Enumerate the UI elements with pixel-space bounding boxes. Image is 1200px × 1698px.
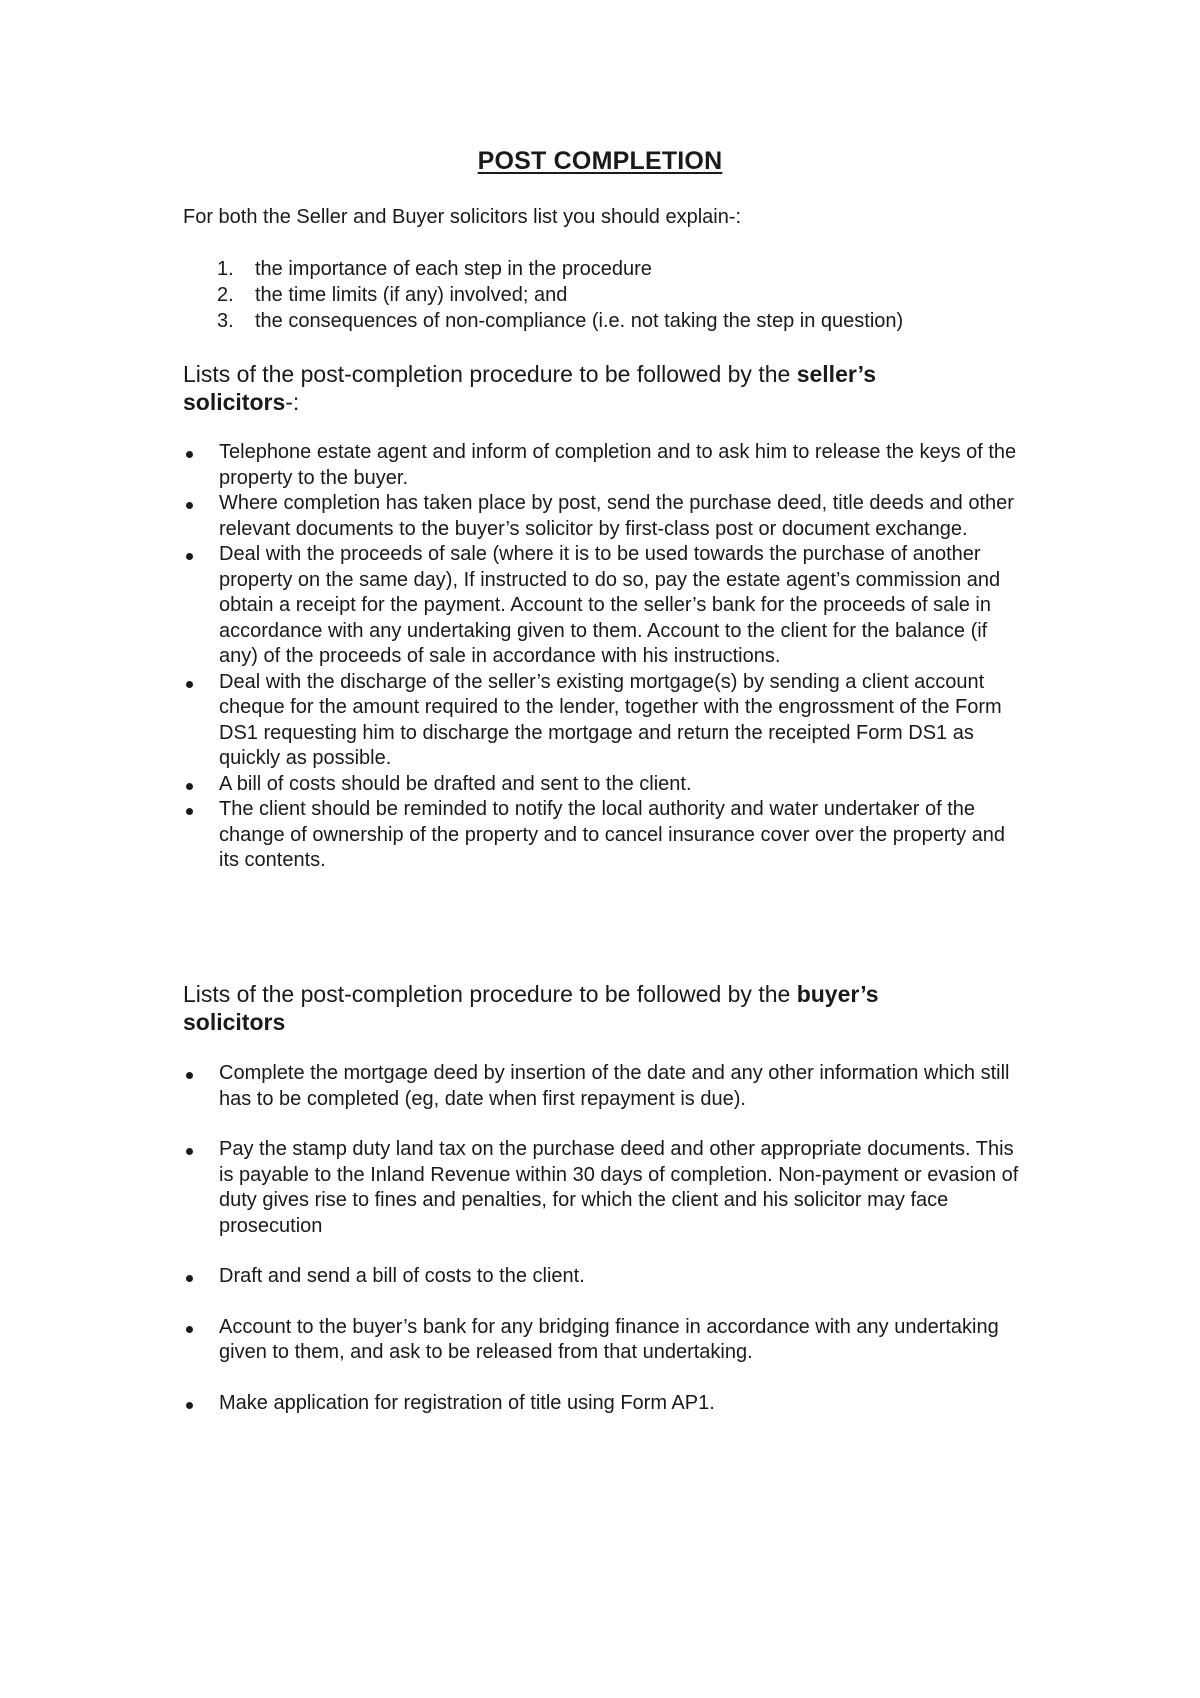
list-item-text: Pay the stamp duty land tax on the purchase deed and other appropriate documents. This is payable to the Inland Revenue within 30 days of completion. Non-payment or evasion of duty gives rise to fines and penalties, for which the client and his solicitor may face prosecution bbox=[219, 1138, 1019, 1237]
heading-text: Lists of the post-completion procedure to be followed by the bbox=[183, 361, 797, 387]
item-text: the importance of each step in the procedure bbox=[255, 258, 652, 280]
item-number: 1. bbox=[217, 258, 234, 280]
list-item bbox=[183, 1315, 1019, 1366]
item-number: 3. bbox=[217, 310, 234, 332]
list-item-text: Complete the mortgage deed by insertion of the date and any other information which still has to be completed (eg, date when first repayment is due). bbox=[219, 1062, 1010, 1110]
bullet-icon bbox=[186, 1072, 193, 1079]
list-item-text: Deal with the proceeds of sale (where it is to be used towards the purchase of another property on the same day), If instructed to do so, pay the estate agent’s commission and obtain a receipt for the payment. Account to the seller’s bank for the proceeds of sale in accordance with any undertaking given to them. Account to the client for the balance (if any) of the proceeds of sale in accordance with his instructions. bbox=[219, 543, 1001, 667]
list-item bbox=[183, 1391, 1019, 1417]
item-text: the consequences of non-compliance (i.e. not taking the step in question) bbox=[255, 310, 904, 332]
list-item-text: Account to the buyer’s bank for any bridging finance in accordance with any undertaking given to them, and ask to be released from that undertaking. bbox=[219, 1315, 999, 1363]
list-item bbox=[183, 440, 1019, 491]
list-item-text: The client should be reminded to notify the local authority and water undertaker of the change of ownership of the property and to cancel insurance cover over the property and its contents. bbox=[219, 798, 1006, 871]
buyer-procedure-list bbox=[183, 1061, 1043, 1441]
intro-text: For both the Seller and Buyer solicitors list you should explain-: bbox=[183, 206, 742, 228]
list-item-text: Telephone estate agent and inform of completion and to ask him to release the keys of the property to the buyer. bbox=[219, 441, 1017, 489]
bullet-icon bbox=[186, 1326, 193, 1333]
item-text: the time limits (if any) involved; and bbox=[255, 284, 568, 306]
numbered-item bbox=[183, 256, 903, 282]
buyer-section-heading bbox=[183, 980, 943, 1036]
list-item-text: Deal with the discharge of the seller’s existing mortgage(s) by sending a client account cheque for the amount required to the lender, together with the engrossment of the Form DS1 requesting him to discharge the mortgage and return the receipted Form DS1 as quickly as possible. bbox=[219, 670, 1002, 769]
list-item bbox=[183, 797, 1019, 874]
heading-suffix: -: bbox=[285, 389, 300, 415]
heading-bold-text: buyer’s solicitors bbox=[183, 981, 879, 1035]
bullet-icon bbox=[186, 1275, 193, 1282]
list-item bbox=[183, 491, 1019, 542]
item-number: 2. bbox=[217, 284, 234, 306]
bullet-icon bbox=[186, 502, 193, 509]
numbered-item bbox=[183, 308, 903, 334]
list-item bbox=[183, 670, 1019, 772]
seller-section-heading bbox=[183, 360, 943, 416]
bullet-icon bbox=[186, 681, 193, 688]
heading-bold-text: seller’s solicitors bbox=[183, 361, 876, 415]
heading-text: Lists of the post-completion procedure to be followed by the bbox=[183, 981, 797, 1007]
seller-procedure-list bbox=[183, 440, 1043, 874]
bullet-icon bbox=[186, 1402, 193, 1409]
list-item bbox=[183, 1137, 1019, 1239]
page-title: POST COMPLETION bbox=[477, 147, 723, 175]
list-item bbox=[183, 1264, 1019, 1290]
list-item-text: Draft and send a bill of costs to the client. bbox=[219, 1265, 585, 1287]
list-item-text: Make application for registration of title using Form AP1. bbox=[219, 1391, 715, 1414]
bullet-icon bbox=[186, 808, 193, 815]
numbered-list bbox=[183, 256, 903, 334]
bullet-icon bbox=[186, 451, 193, 458]
list-item bbox=[183, 772, 1019, 798]
bullet-icon bbox=[186, 553, 193, 560]
numbered-item bbox=[183, 282, 903, 308]
list-item-text: Where completion has taken place by post, send the purchase deed, title deeds and other relevant documents to the buyer’s solicitor by first-class post or document exchange. bbox=[219, 492, 1014, 540]
list-item-text: A bill of costs should be drafted and sent to the client. bbox=[219, 772, 692, 795]
bullet-icon bbox=[186, 1148, 193, 1155]
list-item bbox=[183, 1061, 1019, 1112]
bullet-icon bbox=[186, 783, 193, 790]
list-item bbox=[183, 542, 1019, 670]
